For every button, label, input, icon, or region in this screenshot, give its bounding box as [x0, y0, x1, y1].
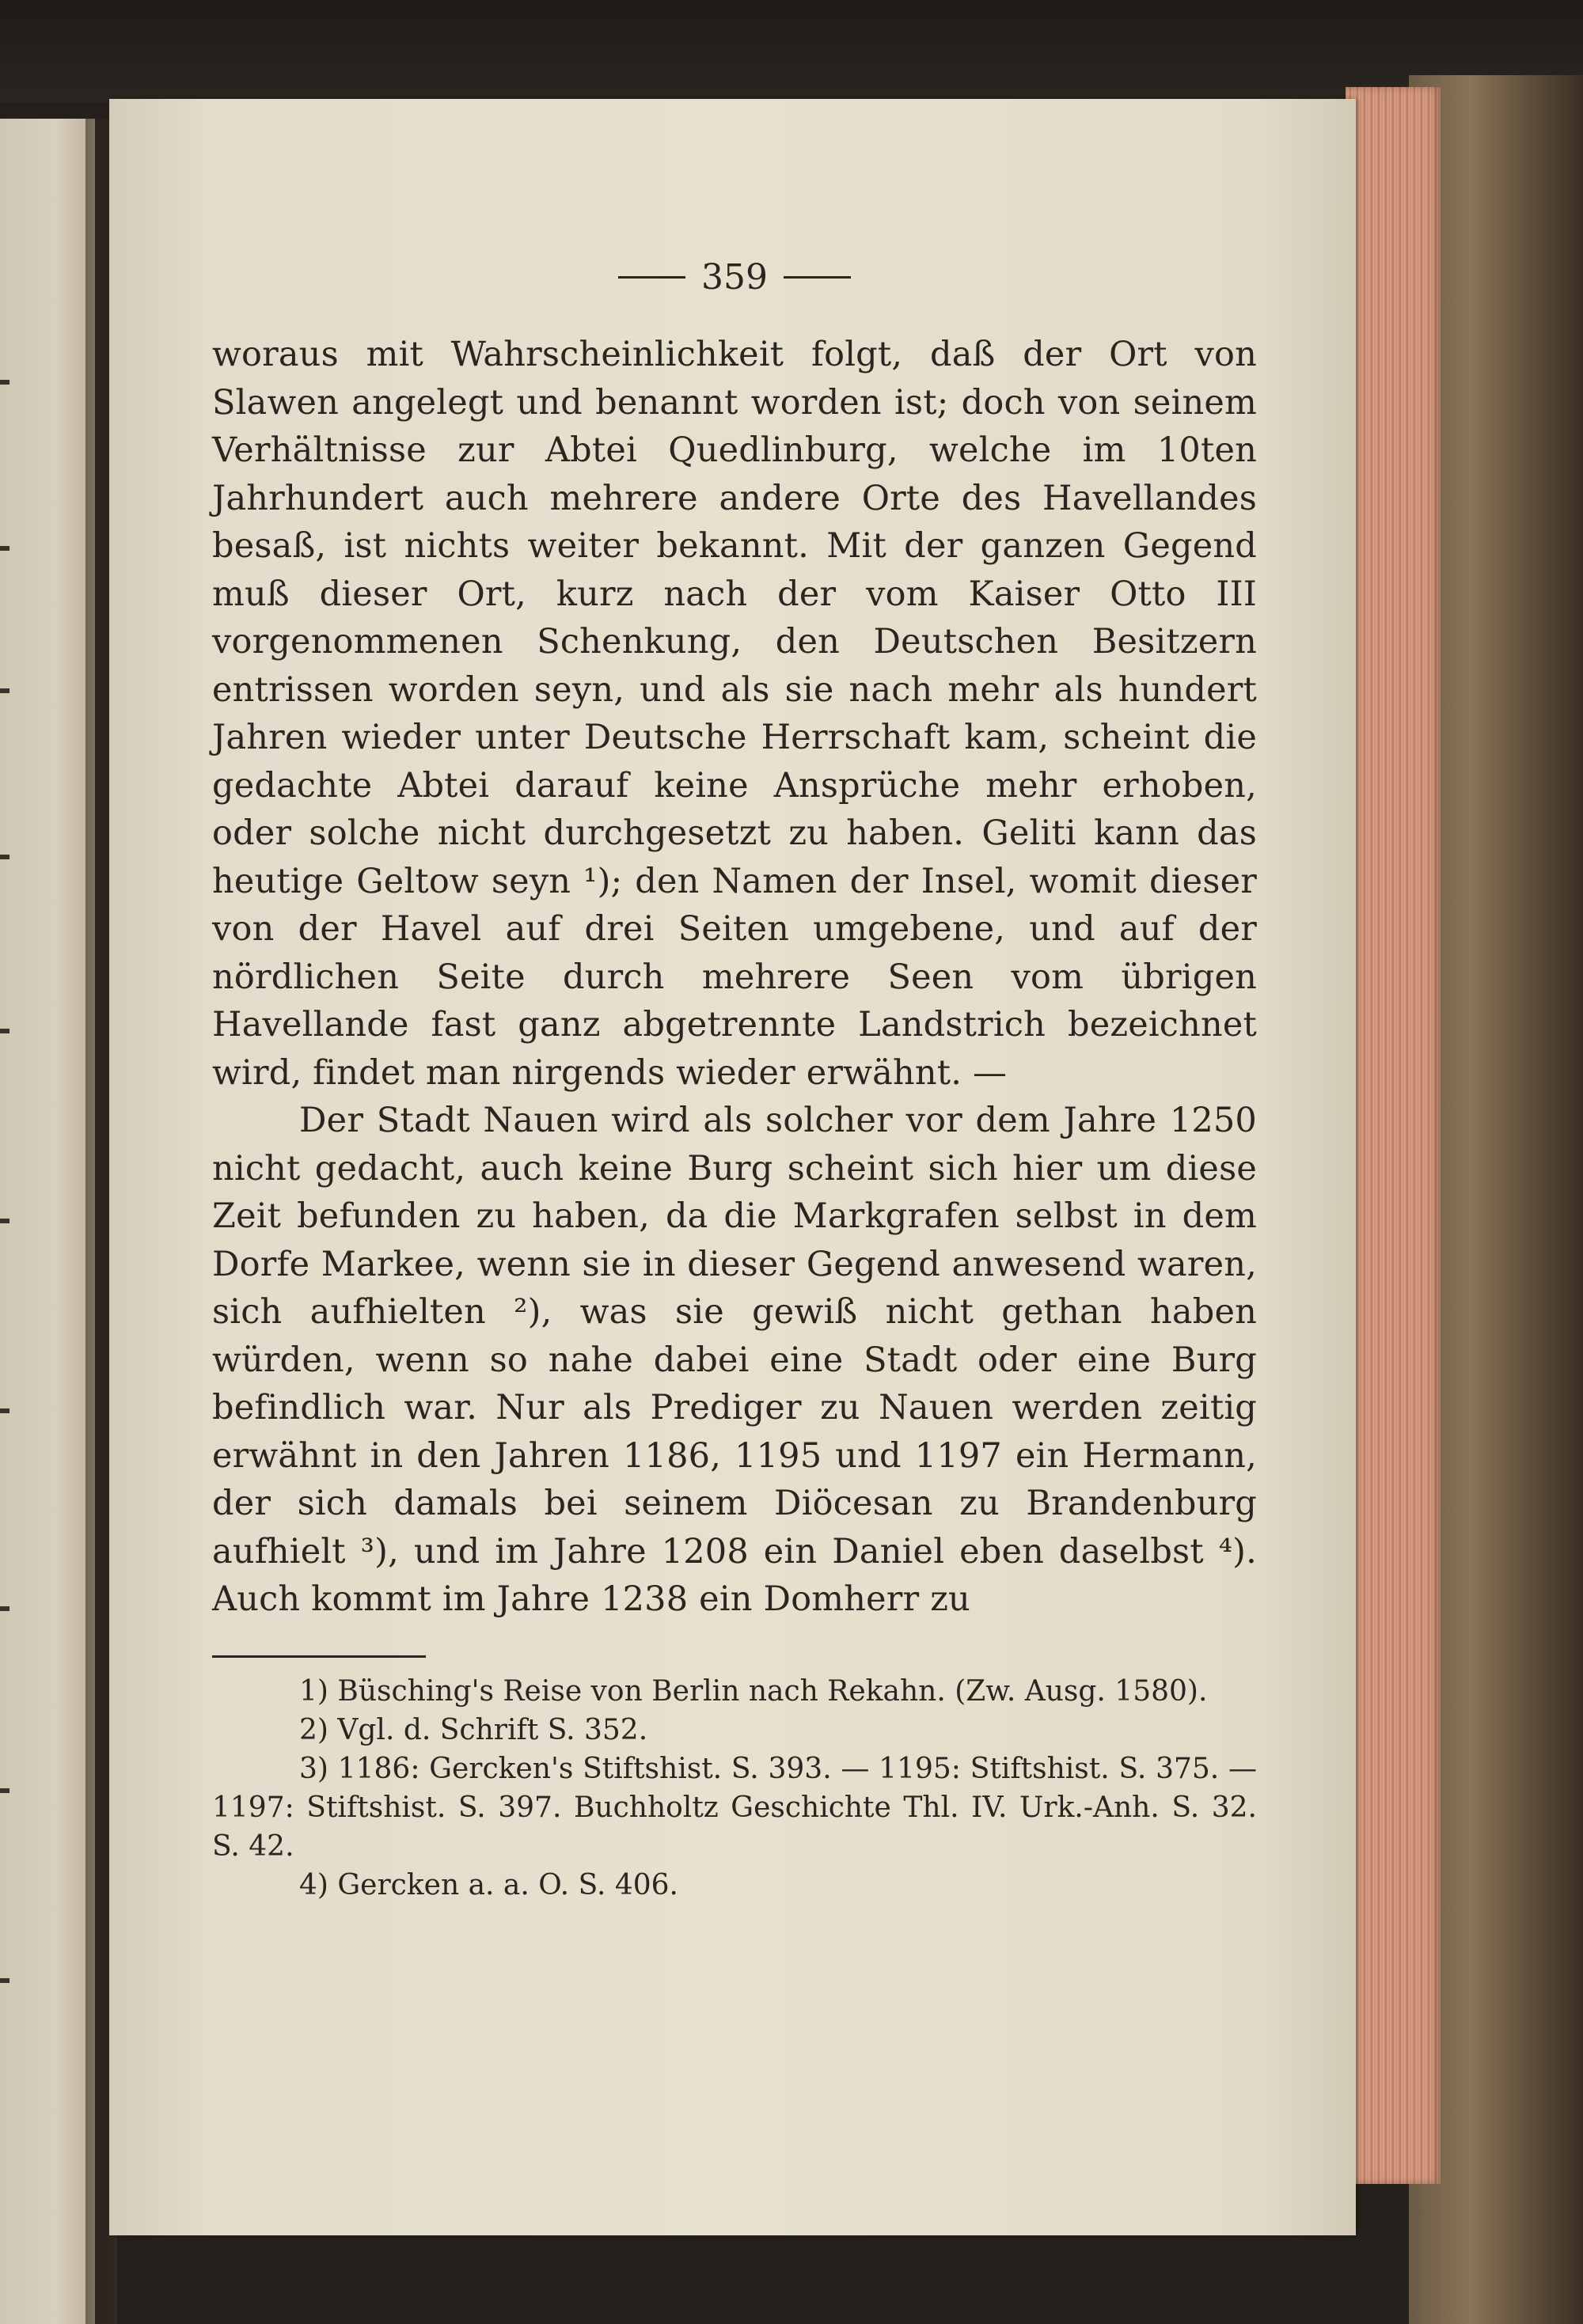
header-rule-left	[618, 276, 685, 279]
footnote-separator	[212, 1655, 426, 1658]
text-fragment	[0, 1978, 9, 1983]
text-fragment	[0, 1408, 9, 1413]
footnote: 3) 1186: Gercken's Stiftshist. S. 393. — 1195: Stiftshist. S. 375. — 1197: Stiftshist. S. 397. Buchholtz Geschichte Thl. IV. Urk.-Anh. S. 32. S. 42.	[212, 1752, 1257, 1863]
book-page	[109, 99, 1356, 2235]
text-fragment	[0, 855, 9, 859]
text-fragment	[0, 546, 9, 551]
page-content	[212, 253, 1257, 1905]
header-rule-right	[784, 276, 851, 279]
previous-page-edge	[0, 119, 95, 2324]
page-header	[355, 253, 1114, 301]
paragraph: Der Stadt Nauen wird als solcher vor dem Jahre 1250 nicht gedacht, auch keine Burg scheint sich hier um diese Zeit befunden zu haben, da die Markgrafen selbst in dem Dorfe Markee, wenn sie in dieser Gegend anwesend waren, sich aufhielten ²), was sie gewiß nicht gethan haben würden, wenn so nahe dabei eine Stadt oder eine Burg befindlich war. Nur als Prediger zu Nauen werden zeitig erwähnt in den Jahren 1186, 1195 und 1197 ein Hermann, der sich damals bei seinem Diöcesan zu Brandenburg aufhielt ³), und im Jahre 1208 ein Daniel eben daselbst ⁴). Auch kommt im Jahre 1238 ein Domherr zu	[212, 1101, 1257, 1619]
body-text	[212, 331, 1257, 1624]
footnote: 4) Gercken a. a. O. S. 406.	[299, 1868, 678, 1901]
page-number: 359	[701, 256, 768, 298]
text-fragment	[0, 1219, 9, 1223]
text-fragment	[0, 1029, 9, 1033]
footnote: 2) Vgl. d. Schrift S. 352.	[299, 1713, 648, 1746]
footnote: 1) Büsching's Reise von Berlin nach Rekahn. (Zw. Ausg. 1580).	[299, 1674, 1208, 1708]
text-fragment	[0, 1606, 9, 1611]
text-fragment	[0, 688, 9, 693]
text-fragment	[0, 380, 9, 385]
footnotes	[212, 1672, 1257, 1905]
text-fragment	[0, 1788, 9, 1793]
page-edges	[1346, 87, 1441, 2184]
paragraph: woraus mit Wahrscheinlichkeit folgt, daß der Ort von Slawen angelegt und benannt worden ist; doch von seinem Verhältnisse zur Abtei Quedlinburg, welche im 10ten Jahrhundert auch mehrere andere Orte des Havellandes besaß, ist nichts weiter bekannt. Mit der ganzen Gegend muß dieser Ort, kurz nach der vom Kaiser Otto III vorgenommenen Schenkung, den Deutschen Besitzern entrissen worden seyn, und als sie nach mehr als hundert Jahren wieder unter Deutsche Herrschaft kam, scheint die gedachte Abtei darauf keine Ansprüche mehr erhoben, oder solche nicht durchgesetzt zu haben. Geliti kann das heutige Geltow seyn ¹); den Namen der Insel, womit dieser von der Havel auf drei Seiten umgebene, und auf der nördlichen Seite durch mehrere Seen vom übrigen Havellande fast ganz abgetrennte Landstrich bezeichnet wird, findet man nirgends wieder erwähnt. —	[212, 335, 1257, 1093]
